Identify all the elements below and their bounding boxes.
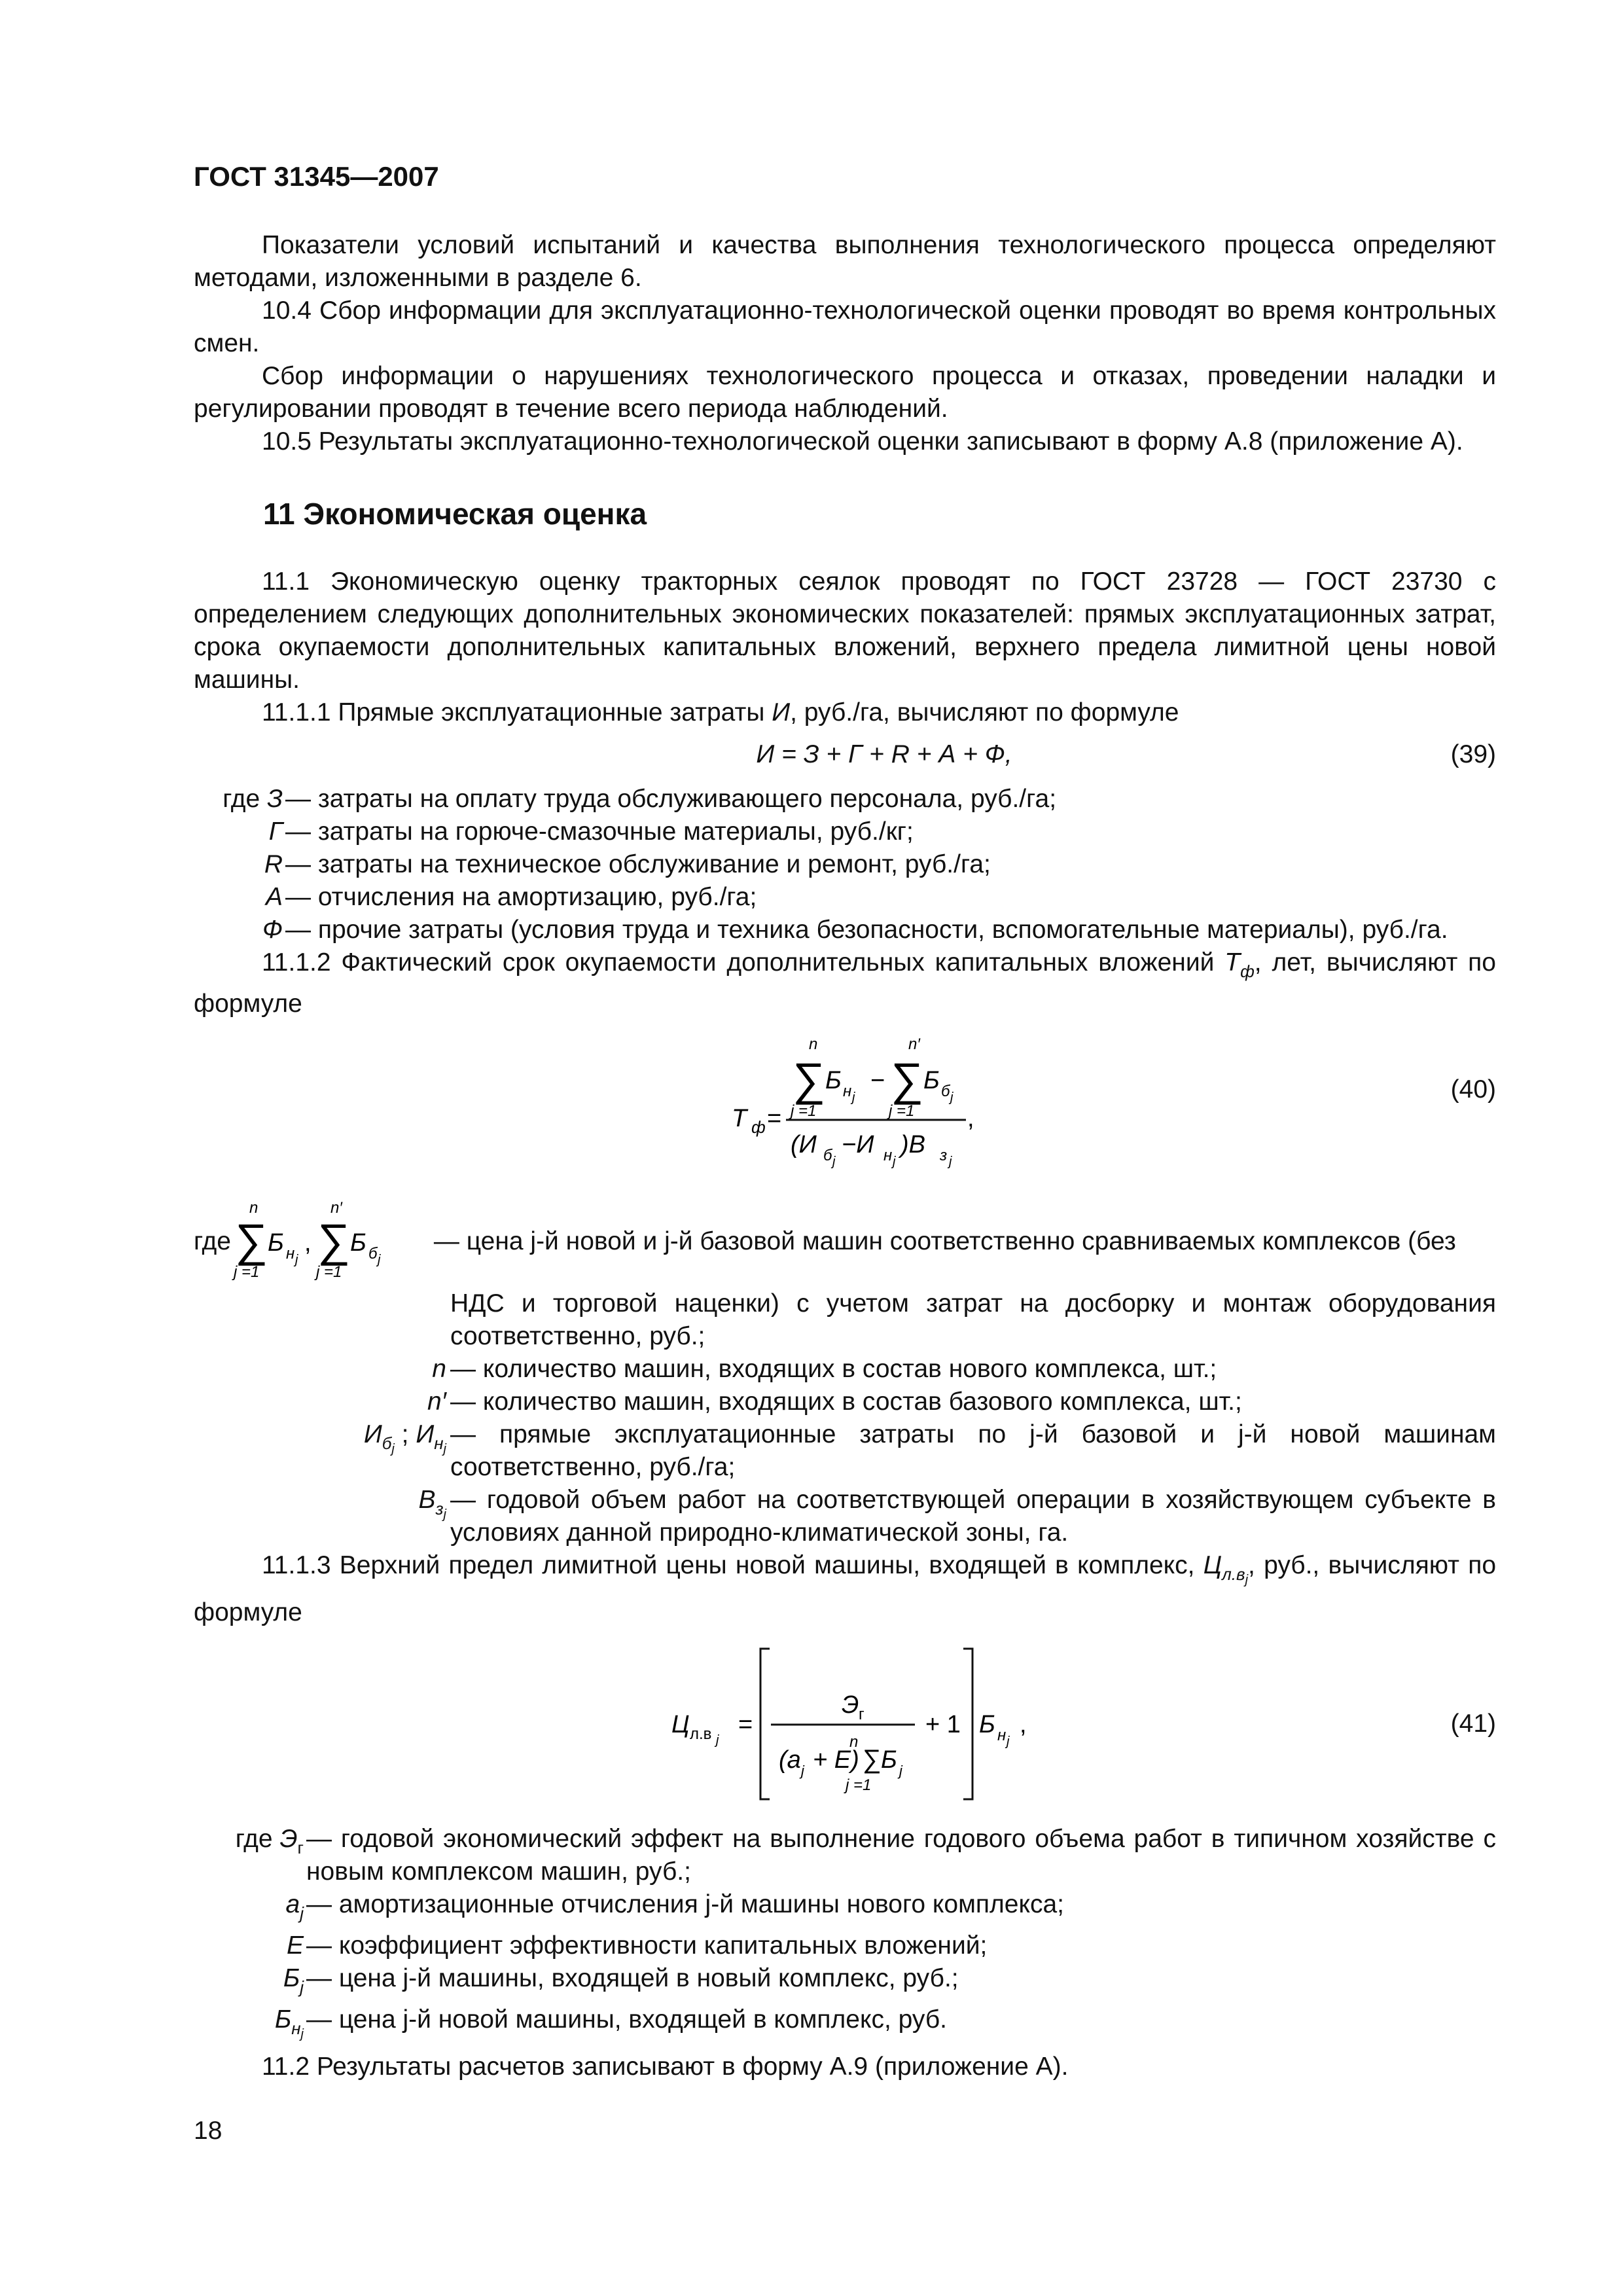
paragraph: Сбор информации о нарушениях технологического процесса и отказах, проведении наладки и регулировании проводят в течение всего периода наблюдений.: [194, 362, 1496, 423]
paragraph: [194, 696, 1496, 729]
svg-text:−: −: [870, 1067, 885, 1094]
svg-text:Б: Б: [825, 1067, 842, 1094]
def-key: $Б_{нj}$: [274, 2005, 304, 2041]
svg-text:+ E): + E): [813, 1746, 859, 1774]
svg-text:j =1: j =1: [315, 1263, 342, 1281]
equation-number: (39): [1450, 740, 1496, 768]
svg-text:(И: (И: [791, 1131, 817, 1158]
def-text: — годовой объем работ на соответствующей операции в хозяйствующем субъекте в условиях данной природно-климатической зоны, га.: [450, 1486, 1496, 1547]
svg-text:л.в: л.в: [690, 1725, 712, 1743]
def-text: — цена j-й машины, входящей в новый комплекс, руб.;: [306, 1964, 959, 1992]
eq40-lhs: Т: [732, 1105, 747, 1132]
def-key: E: [286, 1931, 304, 1960]
def-key-text: где З: [223, 785, 283, 813]
equation-number: (40): [1450, 1075, 1496, 1103]
def-key: n: [432, 1355, 446, 1383]
page-number: 18: [194, 2117, 223, 2145]
variable: И: [772, 698, 791, 726]
document-body: [194, 229, 1496, 2083]
svg-text:б: б: [941, 1083, 950, 1100]
equation-41: [194, 1642, 1496, 1806]
svg-text:ф: ф: [751, 1117, 766, 1137]
svg-text:∑: ∑: [863, 1745, 882, 1774]
svg-text:n: n: [849, 1733, 859, 1751]
def-text: — коэффициент эффективности капитальных вложений;: [306, 1931, 988, 1960]
svg-text:n′: n′: [908, 1035, 920, 1053]
def-text: — прочие затраты (условия труда и техника безопасности, вспомогательные материалы), руб./га.: [285, 916, 1448, 944]
def-text: — цена j-й новой и j-й базовой машин соответственно сравниваемых комплексов (без: [433, 1227, 1456, 1255]
svg-text:н: н: [997, 1727, 1007, 1744]
definitions-40: [194, 1196, 1496, 1549]
svg-text:,: ,: [304, 1229, 312, 1257]
svg-text:Б: Б: [923, 1067, 940, 1094]
def-text: — затраты на техническое обслуживание и ремонт, руб./га;: [285, 850, 991, 878]
svg-text:(a: (a: [779, 1746, 801, 1774]
text: 11.1.1 Прямые эксплуатационные затраты: [262, 698, 772, 726]
def-text: — амортизационные отчисления j-й машины нового комплекса;: [306, 1890, 1064, 1918]
svg-text:j: j: [899, 1763, 902, 1779]
def-key: Г: [268, 817, 283, 846]
def-key: n′: [427, 1388, 446, 1416]
svg-text:j: j: [852, 1090, 855, 1105]
svg-text:−И: −И: [842, 1131, 874, 1158]
formula-41: [194, 1642, 1496, 1806]
svg-text:j: j: [377, 1253, 381, 1267]
def-key: где $Э_г$: [235, 1825, 304, 1857]
def-text: — прямые эксплуатационные затраты по j-й базовой и j-й новой машинам соответственно, руб./га;: [450, 1420, 1496, 1481]
def-key: [194, 783, 283, 816]
svg-text:Э: Э: [842, 1691, 859, 1719]
equation-39: [194, 738, 1496, 771]
svg-text:б: б: [823, 1147, 832, 1164]
svg-text:n: n: [809, 1035, 818, 1053]
svg-text:=: =: [738, 1711, 753, 1738]
svg-text:j =1: j =1: [791, 1102, 817, 1120]
paragraph: 11.1.3 Верхний предел лимитной цены новой машины, входящей в комплекс, $Ц_{л.вj}$, руб., вычисляют по формуле: [194, 1551, 1497, 1626]
svg-text:=: =: [767, 1105, 782, 1132]
svg-text:j: j: [893, 1155, 896, 1169]
paragraph: 11.1 Экономическую оценку тракторных сеялок проводят по ГОСТ 23728 — ГОСТ 23730 с определением следующих дополнительных экономических показателей: прямых эксплуатационных затрат, срока окупаемости дополнительных капитальных вложений, верхнего предела лимитной цены новой машины.: [194, 567, 1496, 694]
svg-text:j: j: [949, 1155, 952, 1169]
equation-number: (41): [1450, 1710, 1496, 1738]
paragraph: 10.5 Результаты эксплуатационно-технологической оценки записывают в форму А.8 (приложение А).: [262, 427, 1463, 456]
svg-text:j: j: [801, 1763, 804, 1779]
def-key: Ф: [262, 916, 283, 944]
text: , руб./га, вычисляют по формуле: [790, 698, 1179, 726]
document-header: ГОСТ 31345—2007: [194, 161, 439, 192]
formula-39: И = З + Г + R + А + Ф,: [756, 740, 1012, 768]
def-key: $a_j$: [285, 1890, 304, 1923]
svg-text:Б: Б: [349, 1229, 366, 1257]
svg-text:j: j: [294, 1253, 298, 1267]
svg-text:j: j: [832, 1155, 836, 1169]
svg-text:Ц: Ц: [671, 1711, 690, 1738]
svg-text:з: з: [940, 1147, 948, 1164]
svg-text:,: ,: [1020, 1711, 1027, 1738]
paragraph: 10.4 Сбор информации для эксплуатационно-технологической оценки проводят во время контрольных смен.: [194, 296, 1496, 357]
paragraph: 11.2 Результаты расчетов записывают в форму А.9 (приложение А).: [262, 2053, 1069, 2081]
definitions-41: [194, 1823, 1496, 2051]
def-key: $И_{бj}$ ; $И_{нj}$: [363, 1420, 446, 1456]
definitions-39: [194, 783, 1496, 946]
def-key: R: [264, 850, 283, 878]
def-key: А: [265, 883, 283, 911]
svg-text:б: б: [368, 1245, 378, 1263]
def-key: $Б_j$: [283, 1964, 304, 1997]
svg-text:+ 1: + 1: [925, 1711, 961, 1738]
paragraph: 11.1.2 Фактический срок окупаемости дополнительных капитальных вложений $Т_ф$, лет, вычисляют по формуле: [194, 948, 1496, 1018]
svg-text:Б: Б: [267, 1229, 284, 1257]
def-text: — годовой экономический эффект на выполнение годового объема работ в типичном хозяйстве с новым комплексом машин, руб.;: [306, 1825, 1496, 1886]
svg-text:j: j: [1007, 1734, 1010, 1749]
svg-text:Б: Б: [979, 1711, 995, 1738]
def-sums: [231, 1196, 434, 1287]
def-text: — количество машин, входящих в состав базового комплекса, шт.;: [450, 1388, 1242, 1416]
def-prefix: где: [194, 1227, 231, 1255]
svg-text:н: н: [285, 1245, 295, 1263]
def-key: $В_{зj}$: [418, 1486, 446, 1522]
def-text: — отчисления на амортизацию, руб./га;: [285, 883, 757, 911]
svg-text:j =1: j =1: [233, 1263, 260, 1281]
def-text: — цена j-й новой машины, входящей в комплекс, руб.: [306, 2005, 947, 2034]
def-text-cont: НДС и торговой наценки) с учетом затрат на досборку и монтаж оборудования соответственно, руб.;: [450, 1289, 1496, 1350]
svg-text:Б: Б: [881, 1746, 897, 1774]
svg-text:∑: ∑: [317, 1215, 350, 1266]
def-text: — количество машин, входящих в состав нового комплекса, шт.;: [450, 1355, 1217, 1383]
svg-text:j: j: [950, 1090, 954, 1105]
paragraph: Показатели условий испытаний и качества выполнения технологического процесса определяют методами, изложенными в разделе 6.: [194, 231, 1496, 292]
svg-text:н: н: [883, 1147, 893, 1164]
svg-text:,: ,: [967, 1105, 974, 1132]
svg-text:)В: )В: [901, 1131, 925, 1158]
equation-40: [194, 1030, 1496, 1180]
svg-text:н: н: [843, 1083, 852, 1100]
svg-text:j: j: [716, 1733, 719, 1748]
section-title: 11 Экономическая оценка: [263, 497, 647, 531]
def-text: — затраты на оплату труда обслуживающего персонала, руб./га;: [285, 785, 1057, 813]
svg-text:∑: ∑: [793, 1054, 825, 1105]
def-text: — затраты на горюче-смазочные материалы, руб./кг;: [285, 817, 914, 846]
svg-text:∑: ∑: [891, 1054, 923, 1105]
svg-text:j =1: j =1: [846, 1776, 872, 1794]
svg-text:n′: n′: [330, 1199, 342, 1217]
svg-text:n: n: [249, 1199, 259, 1217]
svg-text:j =1: j =1: [889, 1102, 915, 1120]
formula-40: [194, 1030, 1496, 1180]
svg-text:г: г: [859, 1706, 865, 1723]
svg-text:∑: ∑: [234, 1215, 268, 1266]
